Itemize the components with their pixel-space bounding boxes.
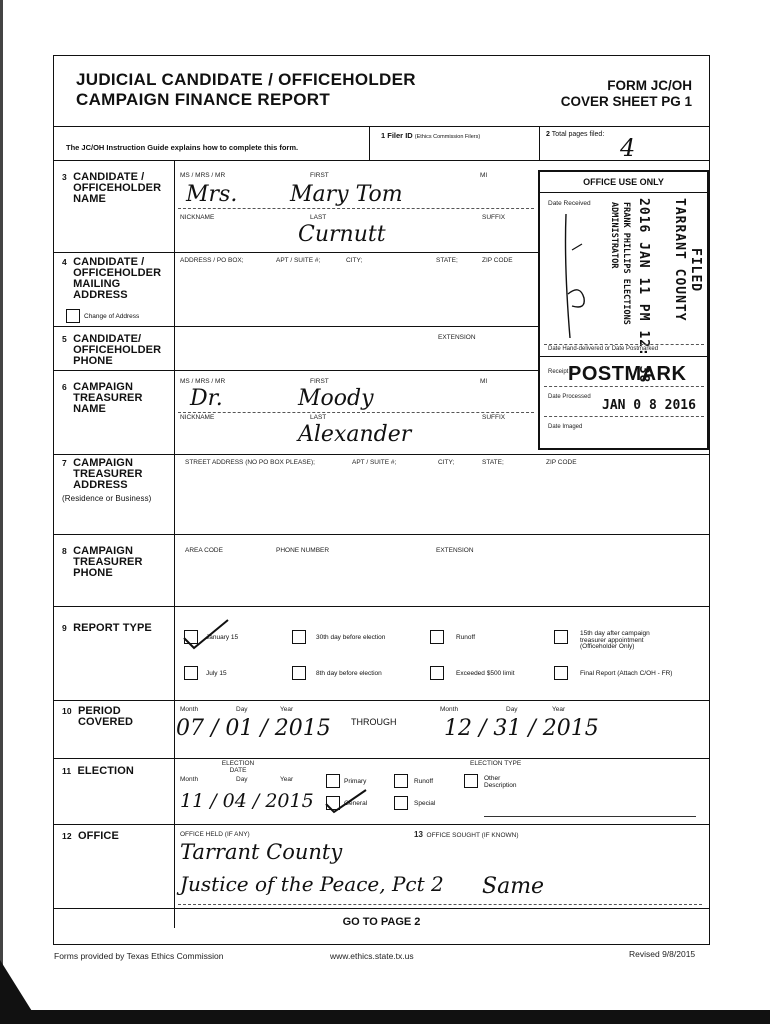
s10-from-month-label: Month: [180, 706, 199, 713]
office-use-box: [538, 170, 709, 450]
form-page: COVER SHEET PG 1: [560, 94, 692, 109]
postmark-stamp: POSTMARK: [568, 363, 687, 385]
section12-label: 12 OFFICE: [62, 830, 119, 842]
filed-stamp-date: 2016 JAN 11 PM 12: 38: [636, 198, 651, 384]
s3-mi-label: MI: [480, 172, 488, 179]
total-pages-label: 2 Total pages filed:: [546, 131, 605, 138]
date-received-label: Date Received: [548, 200, 591, 207]
s8-phone-label: PHONE NUMBER: [276, 547, 330, 554]
report-july15-checkbox[interactable]: [184, 666, 198, 680]
election-date-label: ELECTION DATE: [221, 760, 255, 774]
report-8day-checkbox[interactable]: [292, 666, 306, 680]
form-title-line2: CAMPAIGN FINANCE REPORT: [76, 90, 331, 109]
s7-state-label: STATE;: [482, 459, 504, 466]
section3-label: 3 CANDIDATE / OFFICEHOLDER NAME: [62, 171, 162, 205]
filer-id-label: 1 Filer ID (Ethics Commission Filers): [381, 131, 481, 140]
date-imaged-label: Date Imaged: [548, 424, 583, 430]
scan-shadow-bottom: [0, 1010, 770, 1024]
change-of-address-checkbox[interactable]: [66, 309, 80, 323]
office-held-value-line2[interactable]: Justice of the Peace, Pct 2: [180, 872, 444, 896]
s10-to-year-label: Year: [552, 706, 566, 713]
office-held-value-line1[interactable]: Tarrant County: [180, 840, 343, 864]
s4-state-label: STATE;: [436, 257, 458, 264]
report-runoff-checkbox[interactable]: [430, 630, 444, 644]
election-type-label: ELECTION TYPE: [470, 760, 522, 767]
s7-apt-label: APT / SUITE #;: [352, 459, 397, 466]
postmark-date: JAN 0 8 2016: [602, 398, 696, 413]
section7-label: 7 CAMPAIGN TREASURER ADDRESS (Residence or Business): [62, 458, 180, 504]
s6-mi-label: MI: [480, 378, 488, 385]
treasurer-last-name-value[interactable]: Alexander: [298, 422, 412, 447]
election-primary-label: Primary: [344, 778, 367, 785]
filed-stamp-county: TARRANT COUNTY: [672, 198, 687, 322]
section10-label: 10 PERIOD COVERED: [62, 705, 134, 728]
hand-delivered-label: Date Hand-delivered or Date Postmarked: [548, 346, 659, 352]
through-label: THROUGH: [351, 717, 397, 727]
s3-nickname-label: NICKNAME: [180, 214, 215, 221]
section6-label: 6 CAMPAIGN TREASURER NAME: [62, 381, 143, 415]
s6-ms-label: MS / MRS / MR: [180, 378, 226, 385]
report-30day-checkbox[interactable]: [292, 630, 306, 644]
election-general-label: General: [344, 800, 368, 807]
scan-corner-mark: [0, 960, 40, 1024]
section11-label: 11 ELECTION: [62, 765, 134, 777]
report-july15-label: July 15: [206, 670, 227, 677]
receipt-label: Receipt #: [548, 369, 574, 375]
election-date-value[interactable]: 11 / 04 / 2015: [180, 790, 314, 812]
election-runoff-label: Runoff: [414, 778, 434, 785]
s6-last-label: LAST: [310, 414, 327, 421]
filer-id-field[interactable]: [372, 142, 532, 156]
office-sought-value[interactable]: Same: [482, 874, 545, 899]
s3-first-label: FIRST: [310, 172, 329, 179]
candidate-first-name-value[interactable]: Mary Tom: [290, 182, 403, 207]
total-pages-value[interactable]: 4: [620, 134, 636, 162]
received-initials-mark: [560, 206, 600, 346]
s10-from-year-label: Year: [280, 706, 294, 713]
instructions-text: The JC/OH Instruction Guide explains how to complete this form.: [66, 143, 299, 152]
election-special-checkbox[interactable]: [394, 796, 408, 810]
report-final-label: Final Report (Attach C/OH - FR): [580, 670, 673, 677]
section5-label: 5 CANDIDATE/ OFFICEHOLDER PHONE: [62, 333, 162, 367]
office-held-label: OFFICE HELD (IF ANY): [180, 831, 250, 838]
cover-sheet-form: [53, 55, 710, 945]
election-other-label: Other Description: [484, 775, 517, 789]
footer-center[interactable]: www.ethics.state.tx.us: [330, 951, 414, 961]
s8-area-code-label: AREA CODE: [185, 547, 223, 554]
s4-address-label: ADDRESS / PO BOX;: [180, 257, 244, 264]
filed-stamp-admin: FRANK PHILLIPS ELECTIONS ADMINISTRATOR: [609, 202, 631, 325]
form-title-line1: JUDICIAL CANDIDATE / OFFICEHOLDER: [76, 70, 416, 89]
change-of-address-label: Change of Address: [84, 313, 140, 320]
s8-extension-label: EXTENSION: [436, 547, 474, 554]
report-30day-label: 30th day before election: [316, 634, 386, 641]
date-processed-label: Date Processed: [548, 394, 591, 400]
section4-label: 4 CANDIDATE / OFFICEHOLDER MAILING ADDRESS: [62, 256, 162, 301]
s4-city-label: CITY;: [346, 257, 363, 264]
footer-right: Revised 9/8/2015: [629, 949, 696, 959]
s3-last-label: LAST: [310, 214, 327, 221]
office-use-title: OFFICE USE ONLY: [540, 172, 707, 193]
s11-year-label: Year: [280, 776, 294, 783]
s11-day-label: Day: [236, 776, 248, 783]
period-to-value[interactable]: 12 / 31 / 2015: [444, 716, 599, 741]
period-from-value[interactable]: 07 / 01 / 2015: [176, 716, 331, 741]
office-sought-label: 13 OFFICE SOUGHT (IF KNOWN): [414, 830, 519, 839]
s7-zip-label: ZIP CODE: [546, 459, 577, 466]
s7-street-label: STREET ADDRESS (NO PO BOX PLEASE);: [185, 459, 315, 466]
s10-to-month-label: Month: [440, 706, 459, 713]
s6-first-label: FIRST: [310, 378, 329, 385]
s3-ms-label: MS / MRS / MR: [180, 172, 226, 179]
candidate-last-name-value[interactable]: Curnutt: [298, 222, 386, 247]
filed-stamp-filed: FILED: [688, 248, 703, 293]
report-january15-label: January 15: [206, 634, 239, 641]
section8-label: 8 CAMPAIGN TREASURER PHONE: [62, 545, 143, 579]
report-runoff-label: Runoff: [456, 634, 476, 641]
s5-extension-label: EXTENSION: [438, 334, 476, 341]
s10-to-day-label: Day: [506, 706, 518, 713]
s4-apt-label: APT / SUITE #;: [276, 257, 321, 264]
s6-suffix-label: SUFFIX: [482, 414, 506, 421]
form-id: FORM JC/OH: [607, 78, 692, 93]
treasurer-title-value[interactable]: Dr.: [190, 386, 223, 411]
report-15day-label: 15th day after campaign treasurer appointment (Officeholder Only): [580, 630, 650, 650]
report-exceeded-checkbox[interactable]: [430, 666, 444, 680]
s3-suffix-label: SUFFIX: [482, 214, 506, 221]
s11-month-label: Month: [180, 776, 199, 783]
s7-city-label: CITY;: [438, 459, 455, 466]
go-to-page-2: GO TO PAGE 2: [342, 916, 421, 928]
section7-sub: (Residence or Business): [62, 494, 152, 503]
report-exceeded-label: Exceeded $500 limit: [456, 670, 515, 677]
election-runoff-checkbox[interactable]: [394, 774, 408, 788]
report-8day-label: 8th day before election: [316, 670, 382, 677]
s6-nickname-label: NICKNAME: [180, 414, 215, 421]
report-15day-checkbox[interactable]: [554, 630, 568, 644]
scan-shadow-left: [0, 0, 3, 1024]
s10-from-day-label: Day: [236, 706, 248, 713]
election-special-label: Special: [414, 800, 436, 807]
s4-zip-label: ZIP CODE: [482, 257, 513, 264]
footer-left: Forms provided by Texas Ethics Commission: [54, 951, 224, 961]
treasurer-first-name-value[interactable]: Moody: [298, 386, 374, 411]
election-other-checkbox[interactable]: [464, 774, 478, 788]
section9-label: 9 REPORT TYPE: [62, 622, 152, 634]
report-final-checkbox[interactable]: [554, 666, 568, 680]
candidate-title-value[interactable]: Mrs.: [186, 182, 238, 207]
